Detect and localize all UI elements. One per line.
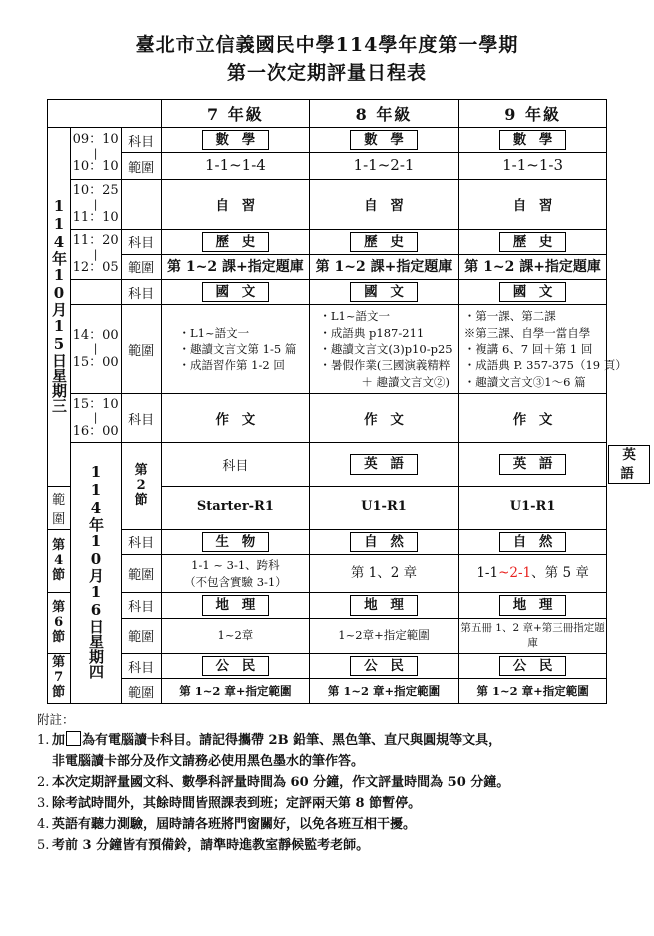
day1-date-cell: 114年10月15日星期三: [47, 128, 70, 487]
day1-math-g8: 數 學: [310, 128, 459, 153]
header-grade-9: 9 年級: [458, 100, 607, 128]
notes-heading: 附註：: [37, 711, 75, 727]
day2-civics-g9: 公 民: [458, 653, 607, 679]
day1-composition-g7: 作 文: [161, 393, 310, 442]
label-subject: 科目: [121, 653, 161, 679]
chinese-lines-g8: ・L1~語文一 ・成語典 p187-211 ・趣讀文言文(3)p10-p25 ・暑假作業(三國演義精粹 ＋ 趣讀文言文②): [319, 309, 453, 389]
label-subject: 科目: [121, 229, 161, 254]
day2-civics-range-g9: 第 1~2 章+指定範圍: [458, 679, 607, 703]
note-item-4: 4. 英語有聽力測驗，屆時請各班將門窗關好，以免各班互相干擾。: [37, 817, 417, 833]
science-g9-red-range: ~2-1: [498, 564, 532, 581]
day2-civics-g7: 公 民: [161, 653, 310, 679]
page-title: [0, 0, 654, 87]
day2-geography-range-g9: 第五冊 1、2 章+第三冊指定題庫: [458, 618, 607, 653]
label-subject: 科目: [121, 529, 161, 554]
day1-history-g8: 歷 史: [310, 229, 459, 254]
notes-section: [37, 710, 617, 857]
day2-english-g8: 英 語: [458, 443, 607, 486]
note-1-text: 加 為有電腦讀卡科目。請記得攜帶 2B 鉛筆、黑色筆、直尺與圓規等文具，: [52, 733, 502, 749]
label-range: 範圍: [121, 554, 161, 592]
day1-chinese-g8: 國 文: [310, 280, 459, 305]
table-header-row: [47, 100, 607, 128]
day2-period-7: 第 7 節: [47, 653, 70, 703]
day1-composition-g9: 作 文: [458, 393, 607, 442]
title-line-2: 第一次定期評量日程表: [226, 61, 427, 84]
day1-chinese-time-blank: [70, 280, 121, 305]
day2-english-range-g7: Starter-R1: [161, 486, 310, 529]
day2-science-subject-row: [47, 529, 607, 554]
day2-geography-subject-row: [47, 593, 607, 618]
day1-composition-g8: 作 文: [310, 393, 459, 442]
day1-history-g9: 歷 史: [458, 229, 607, 254]
day1-math-g9: 數 學: [458, 128, 607, 153]
day1-history-range-g8: 第 1~2 課+指定題庫: [310, 254, 459, 279]
day1-time-0910: 09：10 | 10：10: [70, 128, 121, 180]
note-item-3: 3. 除考試時間外，其餘時間皆照課表到班；定評兩天第 8 節暫停。: [37, 796, 422, 812]
day2-civics-subject-row: [47, 653, 607, 679]
chinese-lines-g9: ・第一課、第二課 ※第三課、自學一當自學 ・複講 6、7 回＋第 1 回 ・成語典 P. 357-375（19 頁） ・趣讀文言文③1～6 篇: [463, 309, 627, 389]
day2-geography-range-g7: 1~2章: [161, 618, 310, 653]
label-subject: 科目: [121, 593, 161, 618]
note-item-2: 2. 本次定期評量國文科、數學科評量時間為 60 分鐘，作文評量時間為 50 分鐘。: [37, 775, 510, 791]
day2-english-range-g8: U1-R1: [310, 486, 459, 529]
day2-science-g8: 自 然: [310, 529, 459, 554]
day1-math-range-g8: 1-1~2-1: [310, 153, 459, 180]
label-subject: 科目: [161, 443, 310, 486]
day1-math-subject-row: [47, 128, 607, 153]
day1-chinese-g9: 國 文: [458, 280, 607, 305]
day2-science-range-g7: 1-1 ~ 3-1、跨科 （不包含實驗 3-1）: [161, 554, 310, 592]
day1-chinese-range-g7: [161, 305, 310, 394]
day1-selfstudy-g9: 自 習: [458, 180, 607, 229]
day1-math-range-row: [47, 153, 607, 180]
day1-math-g7: 數 學: [161, 128, 310, 153]
label-subject: 科目: [121, 393, 161, 442]
day1-selfstudy-g7: 自 習: [161, 180, 310, 229]
day2-science-g9: 自 然: [458, 529, 607, 554]
day2-geography-range-row: [47, 618, 607, 653]
note-item-1: 1. 加 為有電腦讀卡科目。請記得攜帶 2B 鉛筆、黑色筆、直尺與圓規等文具，: [37, 730, 617, 751]
header-blank: [47, 100, 161, 128]
day2-english-subject-row: 114年10月16日星期四 第 2 節 科目 英 語 英 語 英 語: [47, 443, 607, 486]
day1-selfstudy-label: [121, 180, 161, 229]
day1-composition-row: [47, 393, 607, 442]
day1-history-range-row: [47, 254, 607, 279]
day1-chinese-subject-row: [47, 280, 607, 305]
chinese-lines-g7: ・L1~語文一 ・趣讀文言文第 1-5 篇 ・成語習作第 1-2 回: [178, 325, 297, 373]
day2-geography-g7: 地 理: [161, 593, 310, 618]
day2-geography-g9: 地 理: [458, 593, 607, 618]
header-grade-8: 8 年級: [310, 100, 459, 128]
label-range: 範圍: [121, 305, 161, 394]
day2-science-g7: 生 物: [161, 529, 310, 554]
day1-selfstudy-g8: 自 習: [310, 180, 459, 229]
label-range: 範圍: [121, 618, 161, 653]
day2-geography-g8: 地 理: [310, 593, 459, 618]
day1-time-1025: 10：25 | 11：10: [70, 180, 121, 229]
label-subject: 科目: [121, 280, 161, 305]
day2-civics-range-g7: 第 1~2 章+指定範圍: [161, 679, 310, 703]
card-box-icon: [66, 731, 81, 746]
label-range: 範圍: [47, 486, 70, 529]
day1-time-1510: 15：10 | 16：00: [70, 393, 121, 442]
day1-chinese-g7: 國 文: [161, 280, 310, 305]
day2-english-g7: 英 語: [310, 443, 459, 486]
day2-period-4: 第 4 節: [47, 529, 70, 593]
day1-history-range-g9: 第 1~2 課+指定題庫: [458, 254, 607, 279]
day1-history-g7: 歷 史: [161, 229, 310, 254]
label-range: 範圍: [121, 254, 161, 279]
day1-history-subject-row: [47, 229, 607, 254]
day2-civics-range-row: [47, 679, 607, 703]
label-range: 範圍: [121, 679, 161, 703]
day2-date-cell: 114年10月16日星期四: [70, 443, 121, 703]
day2-civics-g8: 公 民: [310, 653, 459, 679]
day1-math-range-g7: 1-1~1-4: [161, 153, 310, 180]
day2-science-range-g9: 1-1~2-1、第 5 章: [458, 554, 607, 592]
schedule-table: [47, 99, 640, 704]
note-1-continued: 非電腦讀卡部分及作文請務必使用黑色墨水的筆作答。: [52, 754, 365, 770]
day1-math-range-g9: 1-1~1-3: [458, 153, 607, 180]
day1-time-1400: 14：00 | 15：00: [70, 305, 121, 394]
day2-science-range-row: [47, 554, 607, 592]
day2-period-6: 第 6 節: [47, 593, 70, 654]
note-item-5: 5. 考前 3 分鐘皆有預備鈴，請準時進教室靜候監考老師。: [37, 838, 370, 854]
label-subject: 科目: [121, 128, 161, 153]
day2-period-2: 第 2 節: [121, 443, 161, 529]
day2-science-range-g8: 第 1、2 章: [310, 554, 459, 592]
day1-chinese-range-g8: [310, 305, 459, 394]
header-grade-7: 7 年級: [161, 100, 310, 128]
label-range: 範圍: [121, 153, 161, 180]
day2-english-range-g9: U1-R1: [458, 486, 607, 529]
title-line-1: 臺北市立信義國民中學114學年度第一學期: [135, 34, 519, 56]
day1-time-1120: 11：20 | 12：05: [70, 229, 121, 280]
day1-history-range-g7: 第 1~2 課+指定題庫: [161, 254, 310, 279]
day2-civics-range-g8: 第 1~2 章+指定範圍: [310, 679, 459, 703]
day2-geography-range-g8: 1~2章+指定範圍: [310, 618, 459, 653]
day1-chinese-range-row: [47, 305, 607, 394]
day1-chinese-range-g9: [458, 305, 627, 394]
day1-selfstudy-row: [47, 180, 607, 229]
